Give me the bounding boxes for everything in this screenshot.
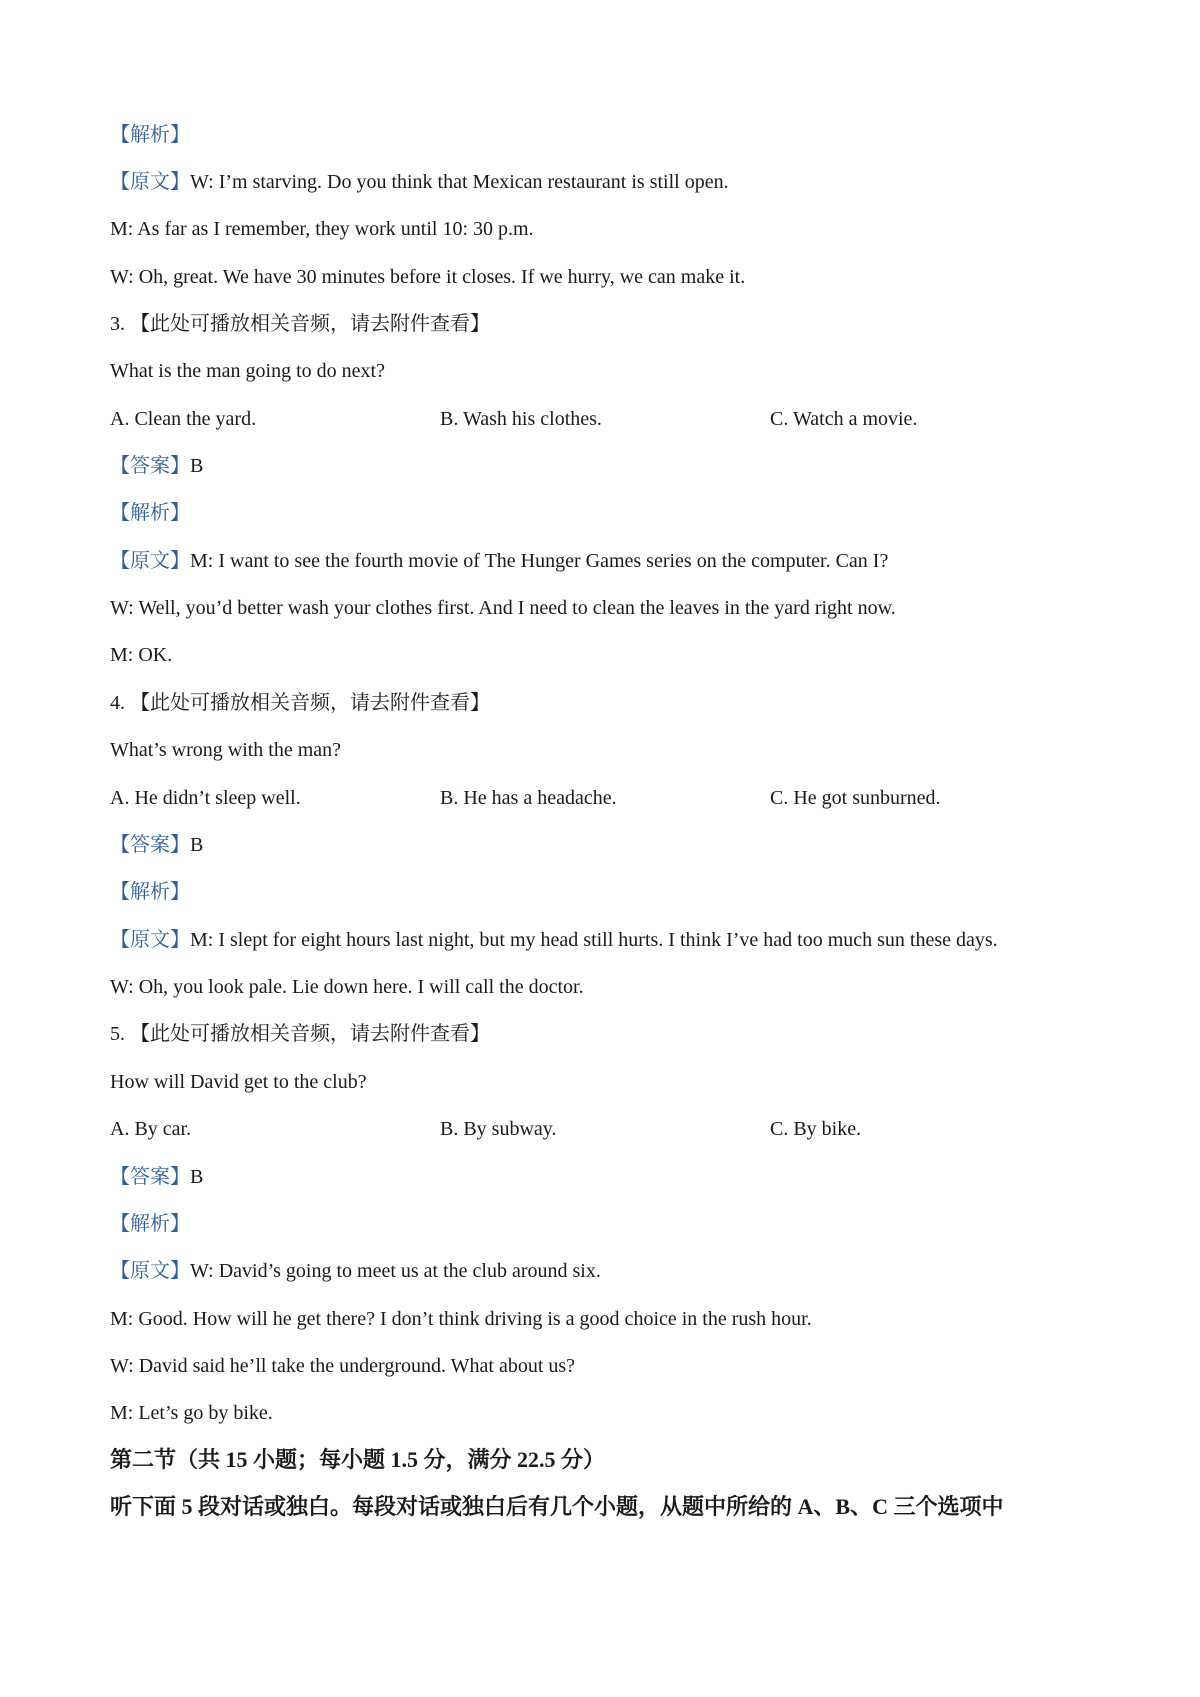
section-instruction: 听下面 5 段对话或独白。每段对话或独白后有几个小题，从题中所给的 A、B、C 三个选项中 bbox=[110, 1494, 1004, 1519]
option-c: C. By bike. bbox=[770, 1118, 862, 1140]
answer-value: B bbox=[190, 834, 204, 856]
analysis-label: 【解析】 bbox=[110, 881, 190, 903]
answer-label: 【答案】 bbox=[110, 455, 190, 477]
answer-line bbox=[110, 1164, 203, 1190]
option-c: C. He got sunburned. bbox=[770, 787, 941, 809]
answer-label: 【答案】 bbox=[110, 1166, 190, 1188]
analysis-label: 【解析】 bbox=[110, 1213, 190, 1235]
audio-placeholder: 【此处可播放相关音频，请去附件查看】 bbox=[130, 692, 490, 714]
question-text: What’s wrong with the man? bbox=[110, 739, 342, 761]
transcript-line: M: Good. How will he get there? I don’t think driving is a good choice in the rush hour. bbox=[110, 1308, 812, 1330]
transcript-line: 【原文】W: David’s going to meet us at the club around six. bbox=[110, 1260, 601, 1282]
option-b: B. By subway. bbox=[440, 1118, 557, 1140]
option-b: B. He has a headache. bbox=[440, 787, 617, 809]
audio-placeholder: 【此处可播放相关音频，请去附件查看】 bbox=[130, 1023, 490, 1045]
question-number: 5. 【此处可播放相关音频，请去附件查看】 bbox=[110, 1023, 490, 1045]
analysis-label: 【解析】 bbox=[110, 502, 190, 524]
answer-value: B bbox=[190, 455, 204, 477]
answer-line bbox=[110, 453, 203, 479]
original-label: 【原文】 bbox=[110, 929, 190, 951]
question-number: 3. 【此处可播放相关音频，请去附件查看】 bbox=[110, 313, 490, 335]
section-heading: 第二节（共 15 小题；每小题 1.5 分，满分 22.5 分） bbox=[110, 1447, 606, 1472]
answer-value: B bbox=[190, 1166, 204, 1188]
analysis-label: 【解析】 bbox=[110, 124, 190, 146]
option-a: A. By car. bbox=[110, 1118, 192, 1140]
transcript-line: W: Oh, you look pale. Lie down here. I will call the doctor. bbox=[110, 976, 584, 998]
transcript-line: W: Well, you’d better wash your clothes first. And I need to clean the leaves in the yard right now. bbox=[110, 597, 896, 619]
transcript-line: M: OK. bbox=[110, 644, 173, 666]
option-b: B. Wash his clothes. bbox=[440, 408, 602, 430]
original-label: 【原文】 bbox=[110, 1260, 190, 1282]
transcript-line: 【原文】W: I’m starving. Do you think that Mexican restaurant is still open. bbox=[110, 171, 729, 193]
question-text: What is the man going to do next? bbox=[110, 360, 385, 382]
option-a: A. He didn’t sleep well. bbox=[110, 787, 301, 809]
option-a: A. Clean the yard. bbox=[110, 408, 257, 430]
transcript-line: M: As far as I remember, they work until 10: 30 p.m. bbox=[110, 218, 534, 240]
transcript-line: 【原文】M: I want to see the fourth movie of The Hunger Games series on the computer. Can I? bbox=[110, 550, 889, 572]
answer-label: 【答案】 bbox=[110, 834, 190, 856]
answer-line bbox=[110, 832, 203, 858]
option-c: C. Watch a movie. bbox=[770, 408, 918, 430]
question-number: 4. 【此处可播放相关音频，请去附件查看】 bbox=[110, 692, 490, 714]
question-text: How will David get to the club? bbox=[110, 1071, 367, 1093]
original-label: 【原文】 bbox=[110, 171, 190, 193]
transcript-line: W: Oh, great. We have 30 minutes before it closes. If we hurry, we can make it. bbox=[110, 266, 746, 288]
audio-placeholder: 【此处可播放相关音频，请去附件查看】 bbox=[130, 313, 490, 335]
transcript-line: 【原文】M: I slept for eight hours last night, but my head still hurts. I think I’ve had too much sun these days. bbox=[110, 929, 998, 951]
transcript-line: W: David said he’ll take the underground. What about us? bbox=[110, 1355, 576, 1377]
transcript-line: M: Let’s go by bike. bbox=[110, 1402, 273, 1424]
original-label: 【原文】 bbox=[110, 550, 190, 572]
